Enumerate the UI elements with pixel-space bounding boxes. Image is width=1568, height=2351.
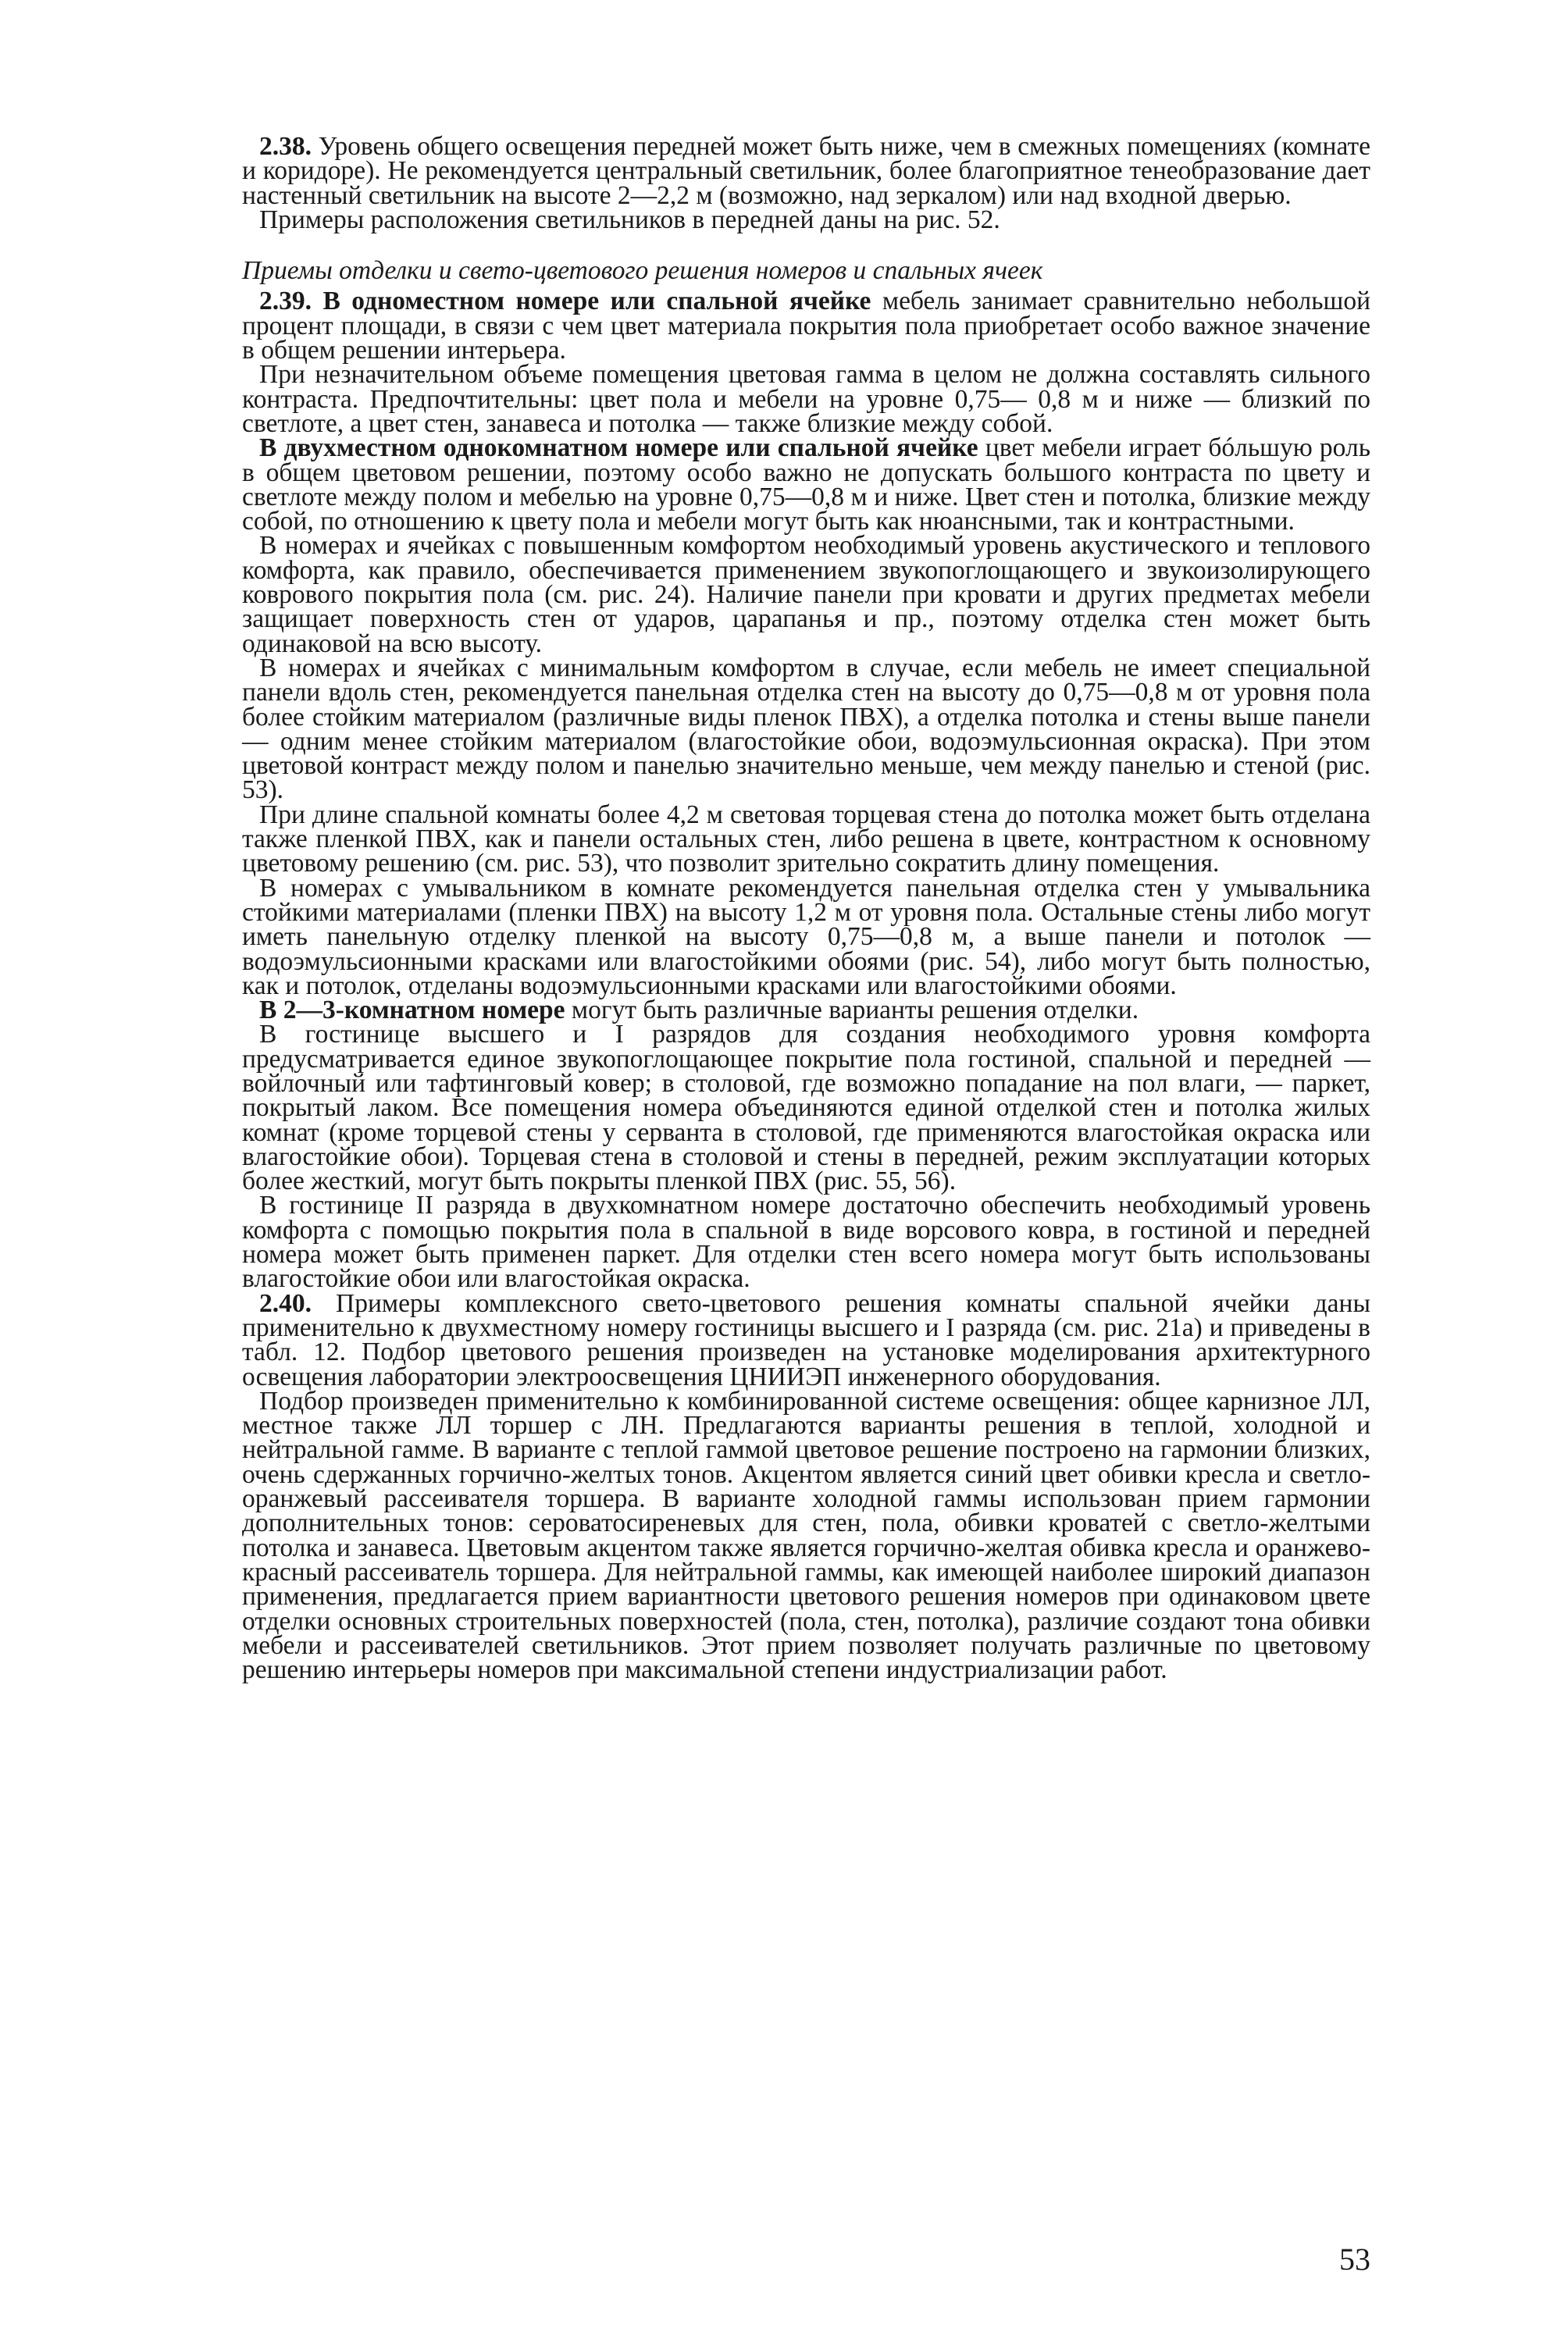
section-number: 2.40. [259,1288,312,1318]
bold-phrase: В 2—3-комнатном номере [259,996,565,1025]
page-body [242,132,1370,1685]
paragraph-text: Примеры комплексного свето-цветового решения комнаты спальной ячейки даны применительно к двухместному номеру гостиницы высшего и I разряда (см. рис. 21а) и приведены в табл. 12. Подбор цветового решения произведен на установке моделирования архитектурного освещения лаборатории электроосвещения ЦНИИЭП инженерного оборудования. [242,1288,1370,1391]
paragraph-text: мебель занимает сравнительно небольшой процент площади, в связи с чем цвет материала покрытия пола приобретает особо важное значение в общем решении интерьера. [242,287,1370,365]
paragraph-text: могут быть различные варианты решения отделки. [565,996,1139,1025]
paragraph-second-class: В гостинице II разряда в двухкомнатном номере достаточно обеспечить необходимый уровень комфорта с помощью покрытия пола в спальной в виде ворсового ковра, в гостиной и передней номера может быть применен паркет. Для отделки стен всего номера могут быть использованы влагостойкие обои или влагостойкая окраска. [242,1191,1370,1294]
paragraph-min-comfort: В номерах и ячейках с минимальным комфортом в случае, если мебель не имеет специальной панели вдоль стен, рекомендуется панельная отделка стен на высоту до 0,75—0,8 м от уровня пола более стойким материалом (различные виды пленок ПВХ), а отделка потолка и стены выше панели — одним менее стойким материалом (влагостойкие обои, водоэмульсионная окраска). При этом цветовой контраст между полом и панелью значительно меньше, чем между панелью и стеной (рис. 53). [242,653,1370,805]
paragraph-top-class: В гостинице высшего и I разрядов для создания необходимого уровня комфорта предусматривается единое звукопоглощающее покрытие пола гостиной, спальной и передней — войлочный или тафтинговый ковер; в столовой, где возможно попадание на пол влаги, — паркет, покрытый лаком. Все помещения номера объединяются единой отделкой стен и потолка жилых комнат (кроме торцевой стены у серванта в столовой, где применяются влагостойкая окраска или влагостойкие обои). Торцевая стена в столовой и стены в передней, режим эксплуатации которых более жесткий, могут быть покрыты пленкой ПВХ (рис. 55, 56). [242,1020,1370,1196]
paragraph-examples-fig52: Примеры расположения светильников в передней даны на рис. 52. [259,205,1000,234]
paragraph-text: цвет мебели играет бóльшую роль в общем цветовом решении, поэтому особо важно не допускать большого контраста по цвету и светлоте между полом и мебелью на уровне 0,75—0,8 м и ниже. Цвет стен и потолка, близкие между собой, по отношению к цвету пола и мебели могут быть как нюансными, так и контрастными. [242,433,1370,536]
paragraph-lighting-selection: Подбор произведен применительно к комбинированной системе освещения: общее карнизное ЛЛ, местное также ЛЛ торшер с ЛН. Предлагаются варианты решения в теплой, холодной и нейтральной гамме. В варианте с теплой гаммой цветовое решение построено на гармонии близких, очень сдержанных горчично-желтых тонов. Акцентом является синий цвет обивки кресла и светло-оранжевый рассеивателя торшера. В варианте холодной гаммы использован прием гармонии дополнительных тонов: сероватосиреневых для стен, пола, обивки кроватей с светло-желтыми потолка и занавеса. Цветовым акцентом также является горчично-желтая обивка кресла и оранжево-красный рассеиватель торшера. Для нейтральной гаммы, как имеющей наиболее широкий диапазон применения, предлагается прием вариантности цветового решения номеров при одинаковом цвете отделки основных строительных поверхностей (пола, стен, потолка), различие создают тона обивки мебели и рассеивателей светильников. Этот прием позволяет получать различные по цветовому решению интерьеры номеров при максимальной степени индустриализации работ. [242,1386,1370,1685]
page-number: 53 [1339,2242,1370,2277]
bold-phrase: В двухместном однокомнатном номере или спальной ячейке [259,433,978,463]
paragraph-room-length: При длине спальной комнаты более 4,2 м световая торцевая стена до потолка может быть отделана также пленкой ПВХ, как и панели остальных стен, либо решена в цвете, контрастном к основному цветовому решению (см. рис. 53), что позволит зрительно сократить длину помещения. [242,800,1370,878]
paragraph-double-room [242,433,1370,536]
paragraph-high-comfort: В номерах и ячейках с повышенным комфортом необходимый уровень акустического и теплового комфорта, как правило, обеспечивается применением звукопоглощающего и звукоизолирующего коврового покрытия пола (см. рис. 24). Наличие панели при кровати и других предметах мебели защищает поверхность стен от ударов, царапанья и пр., поэтому отделка стен может быть одинаковой на всю высоту. [242,531,1370,658]
paragraph-small-volume: При незначительном объеме помещения цветовая гамма в целом не должна составлять сильного контраста. Предпочтительны: цвет пола и мебели на уровне 0,75— 0,8 м и ниже — близкий по светлоте, а цвет стен, занавеса и потолка — также близкие между собой. [242,360,1370,438]
section-number: 2.38. [259,132,312,161]
bold-phrase: В одноместном номере или спальной ячейке [312,287,871,316]
section-heading: Приемы отделки и свето-цветового решения номеров и спальных ячеек [242,256,1043,286]
section-number: 2.39. [259,287,312,316]
paragraph-2-38 [242,134,1370,208]
paragraph-washbasin: В номерах с умывальником в комнате рекомендуется панельная отделка стен у умывальника стойкими материалами (пленки ПВХ) на высоту 1,2 м от уровня пола. Остальные стены либо могут иметь панельную отделку пленкой на высоту 0,75—0,8 м, а выше панели и потолок — водоэмульсионными красками или влагостойкими обоями (рис. 54), либо могут быть полностью, как и потолок, отделаны водоэмульсионными красками или влагостойкими обоями. [242,873,1370,1000]
paragraph-multi-room [242,996,1370,1025]
paragraph-text: Уровень общего освещения передней может быть ниже, чем в смежных помещениях (комнате и коридоре). Не рекомендуется центральный светильник, более благоприятное тенеобразование дает настенный светильник на высоте 2—2,2 м (возможно, над зеркалом) или над входной дверью. [242,132,1370,210]
paragraph-2-39 [242,287,1370,365]
paragraph-2-40 [242,1288,1370,1391]
